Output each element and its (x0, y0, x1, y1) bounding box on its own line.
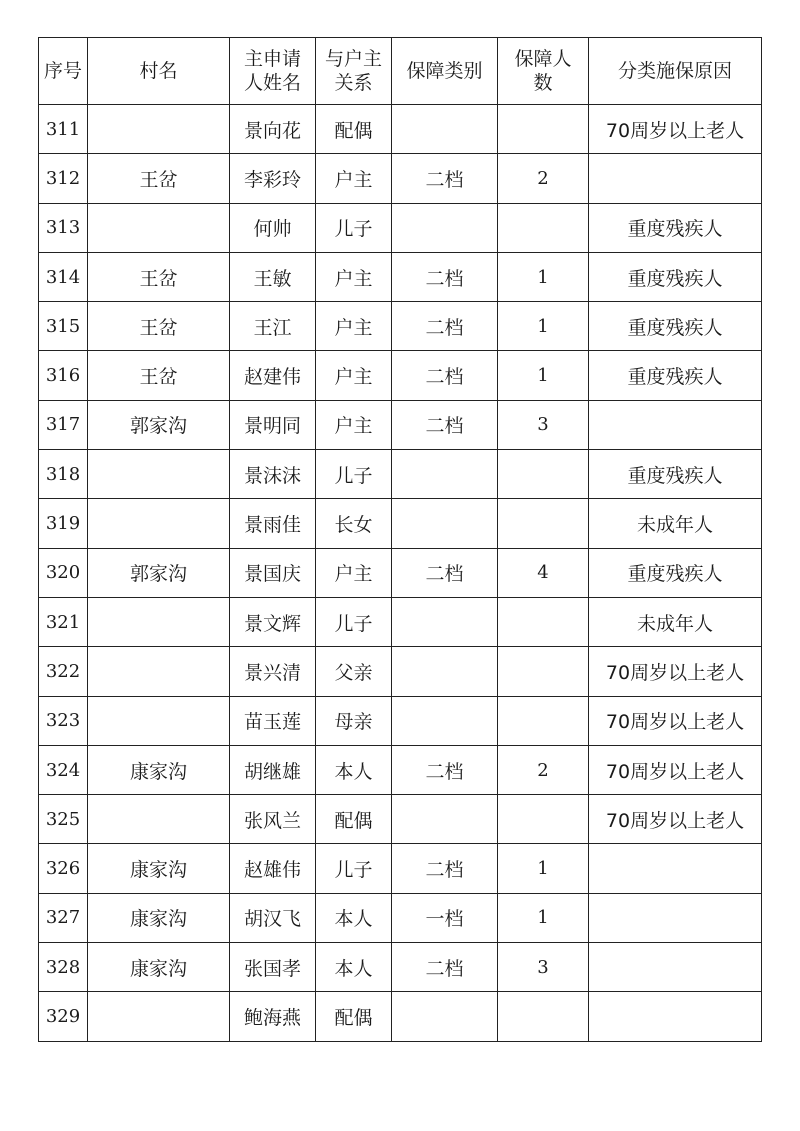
cell-name: 王江 (230, 302, 316, 351)
cell-type (392, 499, 498, 548)
cell-relation: 儿子 (316, 450, 392, 499)
cell-village: 郭家沟 (88, 400, 230, 449)
table-row (39, 696, 762, 745)
cell-relation: 户主 (316, 400, 392, 449)
cell-no: 320 (39, 548, 88, 597)
cell-village: 王岔 (88, 154, 230, 203)
cell-no: 318 (39, 450, 88, 499)
cell-no: 315 (39, 302, 88, 351)
cell-no: 324 (39, 745, 88, 794)
table-row (39, 548, 762, 597)
cell-no: 317 (39, 400, 88, 449)
table-row (39, 795, 762, 844)
cell-name: 景国庆 (230, 548, 316, 597)
table-row (39, 302, 762, 351)
cell-relation: 配偶 (316, 105, 392, 154)
cell-relation: 户主 (316, 252, 392, 301)
cell-village: 康家沟 (88, 745, 230, 794)
cell-count: 1 (498, 351, 589, 400)
table-row (39, 203, 762, 252)
cell-no: 321 (39, 597, 88, 646)
cell-count: 3 (498, 400, 589, 449)
table-row (39, 154, 762, 203)
cell-name: 景文辉 (230, 597, 316, 646)
cell-village: 王岔 (88, 351, 230, 400)
cell-count (498, 992, 589, 1041)
cell-village: 王岔 (88, 302, 230, 351)
cell-type (392, 105, 498, 154)
cell-relation: 长女 (316, 499, 392, 548)
cell-count (498, 696, 589, 745)
header-applicant: 主申请人姓名 (230, 38, 316, 105)
cell-count (498, 499, 589, 548)
cell-no: 323 (39, 696, 88, 745)
cell-reason: 70周岁以上老人 (589, 745, 762, 794)
cell-name: 景向花 (230, 105, 316, 154)
cell-relation: 儿子 (316, 203, 392, 252)
cell-reason: 未成年人 (589, 597, 762, 646)
cell-name: 胡汉飞 (230, 893, 316, 942)
cell-type: 一档 (392, 893, 498, 942)
cell-reason: 重度残疾人 (589, 302, 762, 351)
cell-village: 郭家沟 (88, 548, 230, 597)
cell-no: 313 (39, 203, 88, 252)
cell-type (392, 450, 498, 499)
cell-reason (589, 992, 762, 1041)
cell-relation: 户主 (316, 548, 392, 597)
cell-name: 赵建伟 (230, 351, 316, 400)
cell-count (498, 597, 589, 646)
cell-type (392, 203, 498, 252)
cell-relation: 本人 (316, 943, 392, 992)
cell-type: 二档 (392, 943, 498, 992)
cell-name: 李彩玲 (230, 154, 316, 203)
cell-name: 苗玉莲 (230, 696, 316, 745)
cell-village: 王岔 (88, 252, 230, 301)
cell-relation: 户主 (316, 154, 392, 203)
cell-no: 314 (39, 252, 88, 301)
cell-relation: 户主 (316, 302, 392, 351)
cell-relation: 配偶 (316, 992, 392, 1041)
cell-type (392, 597, 498, 646)
cell-count: 1 (498, 844, 589, 893)
table-row (39, 105, 762, 154)
cell-type: 二档 (392, 154, 498, 203)
cell-relation: 儿子 (316, 597, 392, 646)
cell-relation: 配偶 (316, 795, 392, 844)
cell-reason: 重度残疾人 (589, 351, 762, 400)
cell-name: 张国孝 (230, 943, 316, 992)
cell-village (88, 992, 230, 1041)
cell-name: 景明同 (230, 400, 316, 449)
cell-relation: 父亲 (316, 647, 392, 696)
cell-reason: 70周岁以上老人 (589, 647, 762, 696)
cell-reason: 未成年人 (589, 499, 762, 548)
cell-no: 325 (39, 795, 88, 844)
cell-reason (589, 400, 762, 449)
table-row (39, 597, 762, 646)
cell-count: 1 (498, 252, 589, 301)
cell-type (392, 696, 498, 745)
header-count: 保障人数 (498, 38, 589, 105)
cell-relation: 本人 (316, 893, 392, 942)
cell-village (88, 203, 230, 252)
header-type: 保障类别 (392, 38, 498, 105)
cell-reason: 70周岁以上老人 (589, 696, 762, 745)
cell-no: 322 (39, 647, 88, 696)
cell-reason (589, 893, 762, 942)
cell-reason: 70周岁以上老人 (589, 795, 762, 844)
table-row (39, 844, 762, 893)
cell-count: 2 (498, 154, 589, 203)
cell-village (88, 647, 230, 696)
cell-village (88, 450, 230, 499)
cell-no: 312 (39, 154, 88, 203)
cell-name: 景兴清 (230, 647, 316, 696)
cell-name: 鲍海燕 (230, 992, 316, 1041)
cell-village (88, 105, 230, 154)
cell-name: 何帅 (230, 203, 316, 252)
cell-village (88, 499, 230, 548)
table-row (39, 992, 762, 1041)
cell-village: 康家沟 (88, 943, 230, 992)
cell-type: 二档 (392, 351, 498, 400)
cell-name: 胡继雄 (230, 745, 316, 794)
cell-name: 景沫沫 (230, 450, 316, 499)
cell-type: 二档 (392, 844, 498, 893)
table-row (39, 400, 762, 449)
cell-reason (589, 943, 762, 992)
cell-village: 康家沟 (88, 844, 230, 893)
cell-type: 二档 (392, 548, 498, 597)
cell-reason: 重度残疾人 (589, 548, 762, 597)
cell-relation: 户主 (316, 351, 392, 400)
table-row (39, 499, 762, 548)
table-row (39, 647, 762, 696)
cell-count: 1 (498, 302, 589, 351)
table-row (39, 943, 762, 992)
cell-village (88, 696, 230, 745)
cell-count: 2 (498, 745, 589, 794)
cell-name: 王敏 (230, 252, 316, 301)
cell-no: 326 (39, 844, 88, 893)
cell-type: 二档 (392, 252, 498, 301)
header-relation: 与户主关系 (316, 38, 392, 105)
cell-count: 4 (498, 548, 589, 597)
table-body (39, 105, 762, 1042)
table-row (39, 450, 762, 499)
cell-count (498, 795, 589, 844)
cell-reason (589, 154, 762, 203)
header-village: 村名 (88, 38, 230, 105)
header-reason: 分类施保原因 (589, 38, 762, 105)
cell-no: 329 (39, 992, 88, 1041)
cell-no: 311 (39, 105, 88, 154)
table-row (39, 252, 762, 301)
cell-count (498, 105, 589, 154)
cell-type: 二档 (392, 302, 498, 351)
cell-reason: 重度残疾人 (589, 203, 762, 252)
cell-count (498, 647, 589, 696)
cell-count (498, 450, 589, 499)
cell-count: 3 (498, 943, 589, 992)
cell-no: 327 (39, 893, 88, 942)
cell-type (392, 647, 498, 696)
cell-village: 康家沟 (88, 893, 230, 942)
cell-relation: 本人 (316, 745, 392, 794)
table-row (39, 351, 762, 400)
cell-no: 316 (39, 351, 88, 400)
cell-no: 319 (39, 499, 88, 548)
table-header (39, 38, 762, 105)
cell-name: 景雨佳 (230, 499, 316, 548)
cell-reason: 重度残疾人 (589, 450, 762, 499)
cell-type: 二档 (392, 745, 498, 794)
table-row (39, 893, 762, 942)
cell-reason (589, 844, 762, 893)
cell-relation: 母亲 (316, 696, 392, 745)
cell-village (88, 795, 230, 844)
cell-type: 二档 (392, 400, 498, 449)
cell-name: 赵雄伟 (230, 844, 316, 893)
cell-type (392, 795, 498, 844)
header-row (39, 38, 762, 105)
cell-reason: 70周岁以上老人 (589, 105, 762, 154)
cell-name: 张风兰 (230, 795, 316, 844)
assistance-table (38, 37, 762, 1042)
cell-relation: 儿子 (316, 844, 392, 893)
header-no: 序号 (39, 38, 88, 105)
cell-no: 328 (39, 943, 88, 992)
cell-type (392, 992, 498, 1041)
cell-village (88, 597, 230, 646)
cell-count (498, 203, 589, 252)
cell-reason: 重度残疾人 (589, 252, 762, 301)
cell-count: 1 (498, 893, 589, 942)
table-row (39, 745, 762, 794)
